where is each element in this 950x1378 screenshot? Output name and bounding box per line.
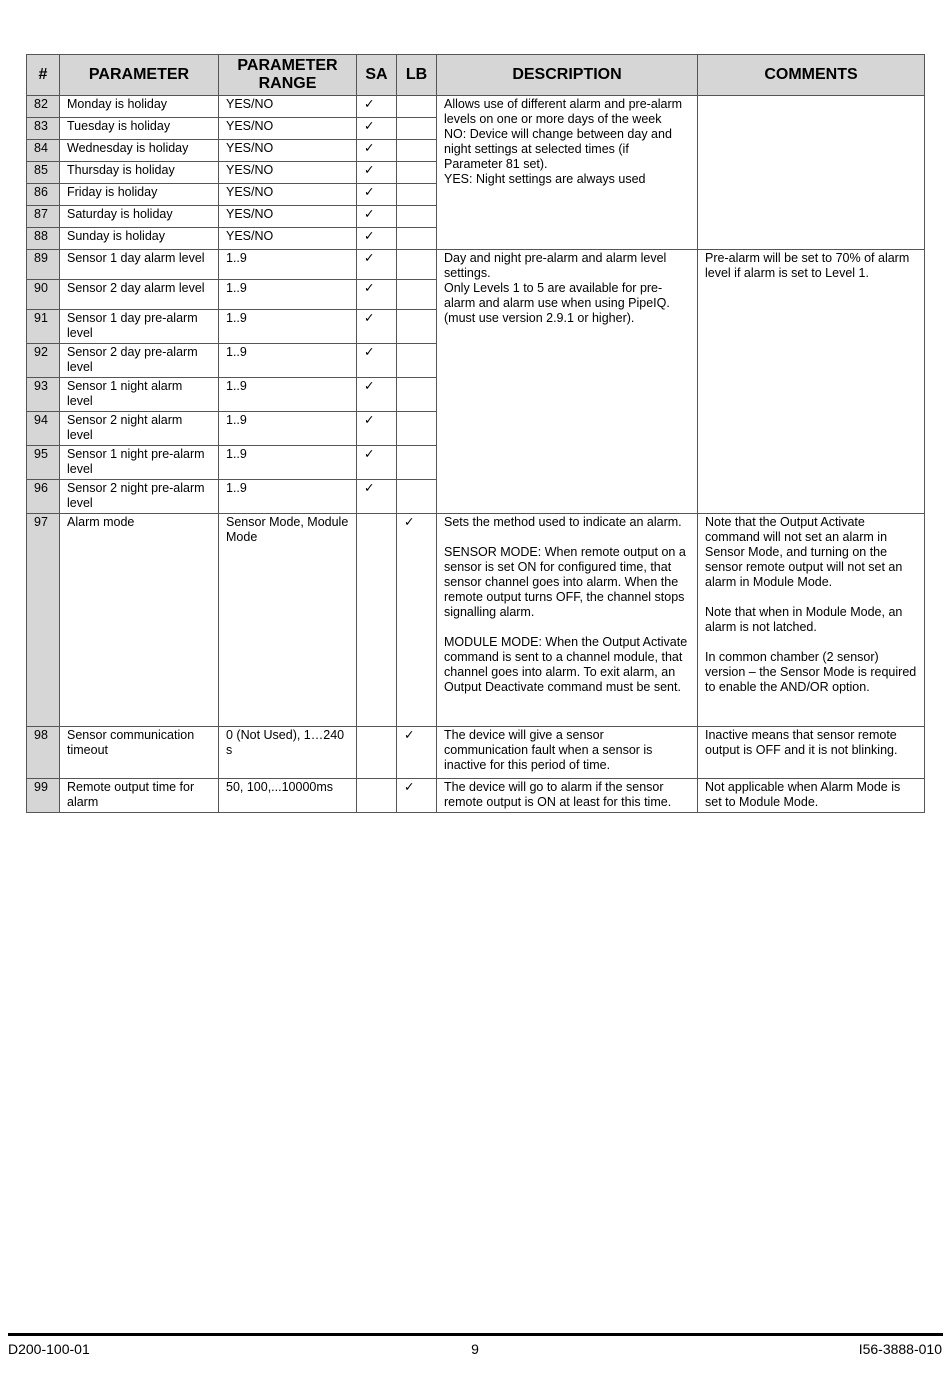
lb-check-icon: ✓ [397, 514, 437, 727]
footer-page-number: 9 [471, 1341, 479, 1357]
description-remote_time: The device will go to alarm if the sensor remote output is ON at least for this time. [437, 779, 698, 813]
sa-cell [357, 779, 397, 813]
description-alarm_mode [437, 514, 698, 727]
sa-check-icon: ✓ [357, 118, 397, 140]
parameter-name: Sensor 1 day alarm level [60, 250, 219, 280]
sa-check-icon: ✓ [357, 96, 397, 118]
parameter-range: 1..9 [219, 280, 357, 310]
header-description: DESCRIPTION [437, 55, 698, 96]
lb-cell [397, 280, 437, 310]
parameter-name: Sensor 2 day alarm level [60, 280, 219, 310]
description-paragraph: Sets the method used to indicate an alarm. [444, 515, 682, 529]
lb-check-icon: ✓ [397, 727, 437, 779]
lb-cell [397, 378, 437, 412]
parameter-range: YES/NO [219, 118, 357, 140]
lb-cell [397, 228, 437, 250]
row-number: 98 [27, 727, 60, 779]
lb-cell [397, 412, 437, 446]
parameter-name: Saturday is holiday [60, 206, 219, 228]
sa-check-icon: ✓ [357, 140, 397, 162]
lb-cell [397, 446, 437, 480]
sa-check-icon: ✓ [357, 162, 397, 184]
parameter-range: YES/NO [219, 140, 357, 162]
header-parameter: PARAMETER [60, 55, 219, 96]
parameter-name: Friday is holiday [60, 184, 219, 206]
parameter-range: YES/NO [219, 184, 357, 206]
row-number: 90 [27, 280, 60, 310]
comments-alarm_mode [698, 514, 925, 727]
header-range: PARAMETER RANGE [219, 55, 357, 96]
lb-cell [397, 162, 437, 184]
lb-cell [397, 250, 437, 280]
parameter-name: Sensor 2 day pre-alarm level [60, 344, 219, 378]
parameter-name: Sensor 1 day pre-alarm level [60, 310, 219, 344]
lb-cell [397, 344, 437, 378]
row-number: 85 [27, 162, 60, 184]
lb-cell [397, 184, 437, 206]
description-paragraph: SENSOR MODE: When remote output on a sensor is set ON for configured time, that sensor channel goes into alarm. When the remote output turns OFF, the channel stops signalling alarm. [444, 545, 686, 619]
row-number: 91 [27, 310, 60, 344]
sa-check-icon: ✓ [357, 250, 397, 280]
comments-paragraph: Note that the Output Activate command will not set an alarm in Sensor Mode, and turning on the sensor remote output will not set an alarm in Module Mode. [705, 515, 903, 589]
sa-check-icon: ✓ [357, 412, 397, 446]
description-timeout: The device will give a sensor communication fault when a sensor is inactive for this period of time. [437, 727, 698, 779]
row-number: 83 [27, 118, 60, 140]
footer-doc-number: D200-100-01 [8, 1341, 90, 1357]
lb-cell [397, 480, 437, 514]
parameter-name: Thursday is holiday [60, 162, 219, 184]
lb-cell [397, 206, 437, 228]
parameter-range: YES/NO [219, 206, 357, 228]
row-number: 94 [27, 412, 60, 446]
parameter-range: 1..9 [219, 310, 357, 344]
parameter-name: Sensor 1 night alarm level [60, 378, 219, 412]
header-lb: LB [397, 55, 437, 96]
row-number: 97 [27, 514, 60, 727]
lb-check-icon: ✓ [397, 779, 437, 813]
row-number: 84 [27, 140, 60, 162]
row-number: 99 [27, 779, 60, 813]
parameter-name: Sunday is holiday [60, 228, 219, 250]
row-number: 93 [27, 378, 60, 412]
header-num: # [27, 55, 60, 96]
sa-cell [357, 514, 397, 727]
row-number: 86 [27, 184, 60, 206]
header-comments: COMMENTS [698, 55, 925, 96]
comments-timeout: Inactive means that sensor remote output is OFF and it is not blinking. [698, 727, 925, 779]
parameter-range: YES/NO [219, 162, 357, 184]
comments-paragraph: In common chamber (2 sensor) version – the Sensor Mode is required to enable the AND/OR option. [705, 650, 917, 694]
parameter-name: Sensor communication timeout [60, 727, 219, 779]
parameter-table [26, 54, 925, 813]
lb-cell [397, 118, 437, 140]
sa-check-icon: ✓ [357, 446, 397, 480]
parameter-name: Remote output time for alarm [60, 779, 219, 813]
parameter-range: Sensor Mode, Module Mode [219, 514, 357, 727]
table-row [27, 96, 925, 118]
description-holiday: Allows use of different alarm and pre-alarm levels on one or more days of the week NO: Device will change between day and night settings at selected times (if Parameter 81 set). YES: Night settings are always used [437, 96, 698, 250]
row-number: 92 [27, 344, 60, 378]
parameter-name: Sensor 2 night pre-alarm level [60, 480, 219, 514]
lb-cell [397, 140, 437, 162]
parameter-name: Alarm mode [60, 514, 219, 727]
parameter-range: 50, 100,...10000ms [219, 779, 357, 813]
sa-check-icon: ✓ [357, 228, 397, 250]
row-number: 87 [27, 206, 60, 228]
table-header-row [27, 55, 925, 96]
sa-check-icon: ✓ [357, 344, 397, 378]
parameter-name: Monday is holiday [60, 96, 219, 118]
row-number: 88 [27, 228, 60, 250]
description-paragraph: MODULE MODE: When the Output Activate command is sent to a channel module, that channel goes into alarm. To exit alarm, an Output Deactivate command must be sent. [444, 635, 688, 694]
parameter-range: 1..9 [219, 250, 357, 280]
sa-check-icon: ✓ [357, 280, 397, 310]
lb-cell [397, 310, 437, 344]
parameter-name: Tuesday is holiday [60, 118, 219, 140]
table-row [27, 727, 925, 779]
sa-check-icon: ✓ [357, 310, 397, 344]
sa-check-icon: ✓ [357, 378, 397, 412]
parameter-name: Wednesday is holiday [60, 140, 219, 162]
parameter-range: 1..9 [219, 378, 357, 412]
parameter-name: Sensor 2 night alarm level [60, 412, 219, 446]
parameter-range: YES/NO [219, 228, 357, 250]
sa-check-icon: ✓ [357, 184, 397, 206]
sa-check-icon: ✓ [357, 480, 397, 514]
header-sa: SA [357, 55, 397, 96]
comments-levels: Pre-alarm will be set to 70% of alarm level if alarm is set to Level 1. [698, 250, 925, 514]
row-number: 95 [27, 446, 60, 480]
row-number: 89 [27, 250, 60, 280]
footer-divider [8, 1333, 943, 1336]
row-number: 96 [27, 480, 60, 514]
comments-holiday [698, 96, 925, 250]
row-number: 82 [27, 96, 60, 118]
parameter-range: 0 (Not Used), 1…240 s [219, 727, 357, 779]
parameter-range: 1..9 [219, 446, 357, 480]
table-row [27, 779, 925, 813]
table-row [27, 514, 925, 727]
footer-doc-code: I56-3888-010 [858, 1341, 942, 1357]
sa-check-icon: ✓ [357, 206, 397, 228]
table-row [27, 250, 925, 280]
sa-cell [357, 727, 397, 779]
comments-remote_time: Not applicable when Alarm Mode is set to Module Mode. [698, 779, 925, 813]
parameter-name: Sensor 1 night pre-alarm level [60, 446, 219, 480]
lb-cell [397, 96, 437, 118]
parameter-range: 1..9 [219, 412, 357, 446]
table-body [27, 96, 925, 813]
description-levels: Day and night pre-alarm and alarm level settings. Only Levels 1 to 5 are available for pre-alarm and alarm use when using PipeIQ.(must use version 2.9.1 or higher). [437, 250, 698, 514]
parameter-range: 1..9 [219, 344, 357, 378]
parameter-range: YES/NO [219, 96, 357, 118]
comments-paragraph: Note that when in Module Mode, an alarm is not latched. [705, 605, 903, 634]
parameter-range: 1..9 [219, 480, 357, 514]
